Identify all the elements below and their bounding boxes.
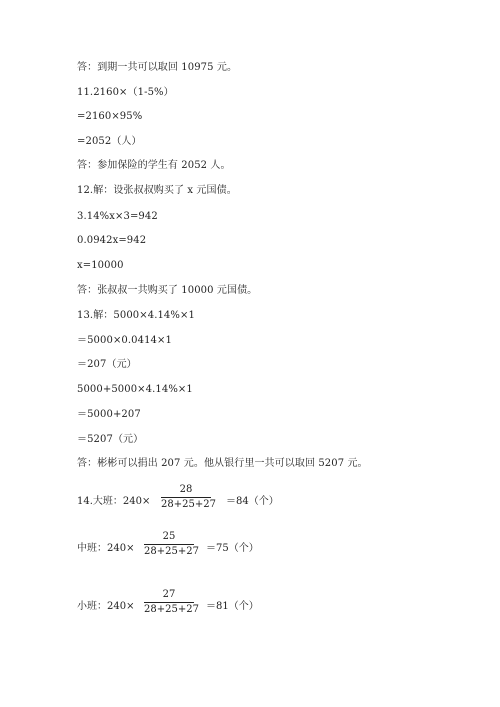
problem-11-line: 11.2160×（1-5%） (77, 87, 174, 98)
step-line: x=10000 (77, 260, 124, 271)
fraction-denominator: 28+25+27 (161, 499, 216, 510)
fraction-bar (144, 544, 194, 545)
answer-line-10000: 答：张叔叔一共购买了 10000 元国债。 (77, 285, 258, 296)
answer-line-10975: 答：到期一共可以取回 10975 元。 (77, 62, 238, 73)
fraction-bar (161, 497, 211, 498)
fraction-numerator: 28 (179, 484, 193, 495)
step-line: 5000+5000×4.14%×1 (77, 384, 193, 395)
step-line: ＝5000+207 (77, 409, 141, 420)
fraction-label: 中班：240× (77, 543, 135, 554)
fraction-denominator: 28+25+27 (144, 546, 199, 557)
step-line: =2052（人） (77, 136, 142, 147)
fraction-result: ＝84（个） (226, 496, 279, 507)
fraction-numerator: 27 (162, 589, 176, 600)
problem-13-line: 13.解：5000×4.14%×1 (77, 310, 195, 321)
step-line: =2160×95% (77, 111, 143, 122)
problem-12-line: 12.解：设张叔叔购买了 x 元国债。 (77, 185, 237, 196)
answer-line-2052: 答：参加保险的学生有 2052 人。 (77, 160, 231, 171)
step-line: ＝5000×0.0414×1 (77, 335, 172, 346)
step-line: ＝5207（元） (77, 434, 144, 445)
fraction-denominator: 28+25+27 (144, 604, 199, 615)
fraction (161, 484, 216, 511)
step-line: 0.0942x=942 (77, 235, 147, 246)
fraction-numerator: 25 (162, 531, 176, 542)
fraction-label: 小班：240× (77, 601, 135, 612)
fraction-result: ＝75（个） (206, 543, 259, 554)
answer-line-5207: 答：彬彬可以捐出 207 元。他从银行里一共可以取回 5207 元。 (77, 458, 368, 469)
fraction-label: 14.大班：240× (77, 496, 151, 507)
step-line: ＝207（元） (77, 359, 137, 370)
fraction-result: ＝81（个） (206, 601, 259, 612)
step-line: 3.14%x×3=942 (77, 211, 158, 222)
fraction (144, 589, 199, 616)
fraction (144, 531, 199, 558)
fraction-bar (144, 602, 194, 603)
